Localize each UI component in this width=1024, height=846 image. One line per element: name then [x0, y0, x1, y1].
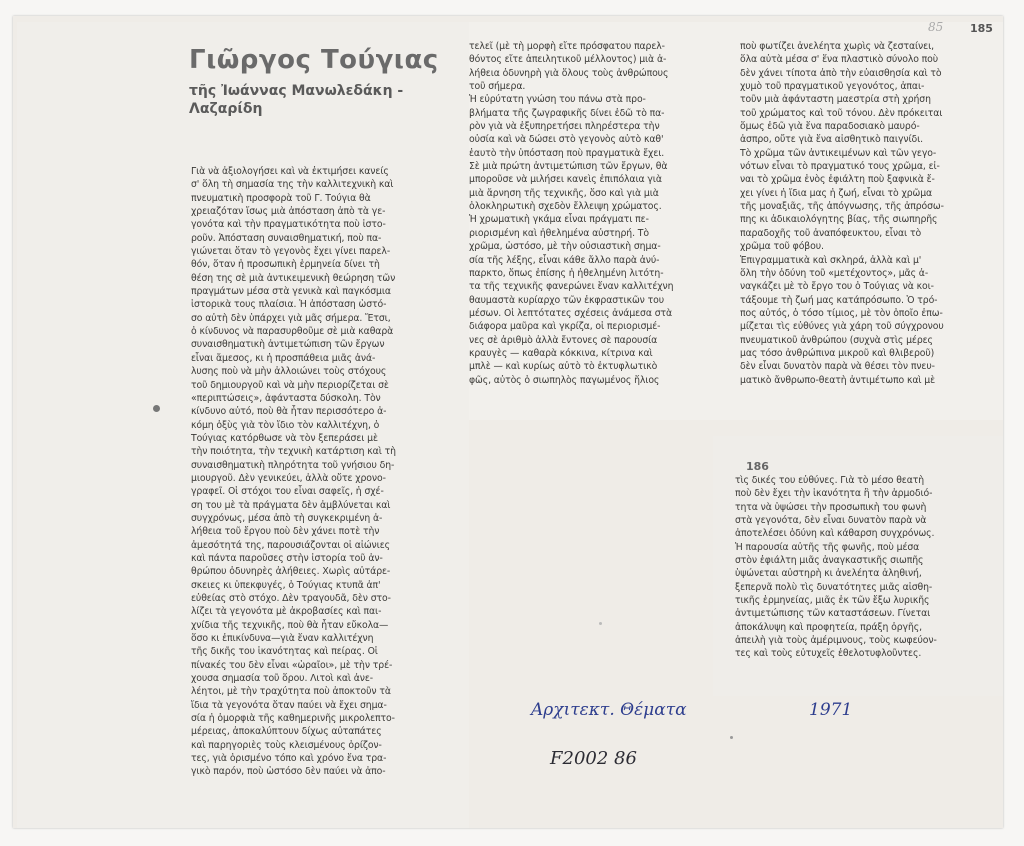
text-line: χρῶμα, ὡστόσο, μὲ τὴν οὐσιαστικὴ σημα-: [469, 241, 661, 253]
text-line: μιουργοῦ. Δὲν γενικεύει, ἀλλὰ οὔτε χρονο-: [191, 472, 386, 484]
text-line: μιὰ ἄρνηση τῆς τεχνικῆς, ὅσο καὶ γιὰ μιὰ: [469, 187, 659, 199]
text-line: χυμὸ τοῦ πραγματικοῦ γεγονότος, ἀπαι-: [740, 81, 925, 93]
text-line: ἑαυτὸ τὴν ὑπόσταση ποὺ πραγματικὰ ἔχει.: [469, 147, 665, 159]
text-line: κραυγὲς — καθαρὰ κόκκινα, κίτρινα καὶ: [469, 347, 653, 359]
text-line: βλήματα τῆς ζωγραφικῆς δίνει ἐδῶ τὸ πα-: [469, 107, 665, 119]
text-line: Ἡ παρουσία αὐτῆς τῆς φωνῆς, ποὺ μέσα: [735, 541, 920, 553]
text-line: μέσων. Οἱ λεπτότατες σχέσεις ἀνάμεσα στὰ: [469, 307, 673, 319]
text-line: γονότα καὶ τὴν πραγματικότητα ποὺ ἱστο-: [191, 219, 386, 231]
text-line: ἱστορικὰ τους πλαίσια. Ἡ ἀπόσταση ὡστό-: [191, 299, 387, 311]
text-line: τοῦ χρώματος καὶ τοῦ τόνου. Δὲν πρόκειται: [740, 107, 943, 119]
text-line: Σὲ μιὰ πρώτη ἀντιμετώπιση τῶν ἔργων, θὰ: [469, 161, 668, 173]
handwritten-reference: F2002 86: [550, 748, 637, 769]
text-line: ὁ κίνδυνος νὰ παρασυρθοῦμε σὲ μιὰ καθαρὰ: [191, 326, 394, 338]
text-line: πος αὐτός, ὁ τόσο τίμιος, μὲ τὸν ὁποῖο ἐπω-: [740, 307, 943, 319]
text-line: πνευματικὴ προσφορὰ τοῦ Γ. Τούγια θὰ: [191, 192, 371, 204]
text-line: ροῦν. Ἀπόσταση συναισθηματική, ποὺ πα-: [191, 232, 382, 244]
text-line: μπλὲ — καὶ κυρίως αὐτὸ τὸ ἐκτυφλωτικὸ: [469, 361, 658, 373]
text-line: ποὺ δὲν ἔχει τὴν ἱκανότητα ἢ τὴν ἁρμοδιό-: [735, 488, 933, 500]
text-line: ἀντιμετώπισης τῶν καταστάσεων. Γίνεται: [735, 608, 931, 620]
text-line: ὅμως ἐδῶ γιὰ ἕνα παραδοσιακὸ μαυρό-: [740, 121, 920, 133]
text-line: Τούγιας κατόρθωσε νὰ τὸν ξεπεράσει μὲ: [191, 432, 378, 444]
text-line: τῆς μοναξιᾶς, τῆς ἀπόγνωσης, τῆς ἀπρόσω-: [740, 201, 944, 213]
text-line: ἀποτελέσει ὀδύνη καὶ κάθαρση συγχρόνως.: [735, 528, 935, 540]
text-line: λέητοι, μὲ τὴν τραχύτητα ποὺ ἀποκτοῦν τὰ: [191, 686, 391, 698]
text-line: ματικὸ ἄνθρωπο-θεατὴ ἀντιμέτωπο καὶ μὲ: [740, 374, 936, 386]
page-number-top: 185: [970, 22, 993, 35]
text-line: τα τῆς τεχνικῆς φανερώνει ἕναν καλλιτέχνη: [469, 281, 674, 293]
text-line: τάξουμε τὴ ζωή μας κατάπρόσωπο. Ὁ τρό-: [740, 294, 938, 306]
text-line: θέση της σὲ μιὰ ἀντικειμενικὴ θεώρηση τῶν: [191, 272, 396, 284]
text-line: ποὺ φωτίζει ἀνελέητα χωρὶς νὰ ζεσταίνει,: [740, 41, 934, 52]
text-line: οὐσία καὶ νὰ δώσει στὸ γεγονὸς αὐτὸ καθ': [469, 134, 664, 146]
text-line: μποροῦσε νὰ μιλήσει κανεὶς ἐπιπόλαια γιὰ: [469, 174, 662, 186]
text-line: λήθεια τοῦ ἔργου ποὺ δὲν χάνει ποτὲ τὴν: [191, 526, 380, 538]
text-line: μίζεται τὶς εὐθύνες γιὰ χάρη τοῦ σύγχρονου: [740, 321, 944, 333]
text-line: καὶ πάντα παροῦσες στὴν ἱστορία τοῦ ἀν-: [191, 552, 383, 564]
author-line-2: Λαζαρίδη: [189, 101, 263, 117]
column-lower-text: [735, 474, 937, 661]
text-line: κόμη ὀξὺς γιὰ τὸν ἴδιο τὸν καλλιτέχνη, ὁ: [191, 419, 380, 431]
page-number-lower: 186: [746, 460, 769, 473]
text-line: συγχρόνως, μέσα ἀπὸ τὴ συγκεκριμένη ἀ-: [191, 512, 383, 524]
text-line: τοῦ δημιουργοῦ καὶ νὰ μὴν περιορίζεται σὲ: [191, 379, 389, 391]
text-line: «περιπτώσεις», ἀφάνταστα δύσκολη. Τὸν: [191, 392, 381, 404]
text-line: ὑψώνεται αὐστηρὴ κι ἀνελέητα ἀληθινή,: [735, 568, 922, 580]
text-line: ριορισμένη καὶ ἠθελημένα αὐστηρή. Τὸ: [469, 227, 649, 239]
text-line: διάφορα μαῦρα καὶ γκρίζα, οἱ περιορισμέ-: [469, 321, 661, 333]
pencil-mark: 85: [928, 20, 944, 34]
text-line: τὴν ποιότητα, τὴν τεχνικὴ κατάρτιση καὶ τὴ: [191, 446, 396, 458]
article-author: [189, 82, 459, 118]
text-line: μέρειας, ἀποκαλύπτουν δίχως αὐταπάτες: [191, 726, 382, 738]
paper-speck: [599, 622, 602, 625]
text-line: ναι τὸ χρῶμα ἑνὸς ἐφιάλτη ποὺ ξαφνικὰ ἔ-: [740, 174, 935, 186]
text-line: παρκτο, ὅπως ἐπίσης ἡ ἠθελημένη λιτότη-: [469, 267, 664, 279]
text-line: Γιὰ νὰ ἀξιολογήσει καὶ νὰ ἐκτιμήσει κανείς: [191, 166, 389, 177]
text-line: γικὸ παρόν, ποὺ ὡστόσο δὲν παύει νὰ ἀπο-: [191, 766, 386, 778]
text-line: Ἐπιγραμματικὰ καὶ σκληρά, ἀλλὰ καὶ μ': [740, 254, 922, 266]
text-line: σ' ὅλη τὴ σημασία της τὴν καλλιτεχνικὴ καὶ: [191, 179, 394, 191]
text-line: τες καὶ τοὺς εὐτυχεῖς ἐθελοτυφλοῦντες.: [735, 648, 922, 660]
text-line: τὶς δικές του εὐθύνες. Γιὰ τὸ μέσο θεατὴ: [735, 475, 925, 486]
text-line: ρὸν γιὰ νὰ ἐξυπηρετήσει πληρέστερα τὴν: [469, 121, 660, 133]
text-line: λίζει τὰ γεγονότα μὲ ἀκροβασίες καὶ παι-: [191, 606, 382, 618]
author-line-1: τῆς Ἰωάννας Μανωλεδάκη -: [189, 83, 404, 99]
text-line: ἀμεσότητά της, παρουσιάζονται οἱ αἰώνιες: [191, 539, 390, 551]
text-line: χρῶμα τοῦ φόβου.: [740, 241, 824, 253]
text-line: νες σὲ ἀριθμὸ ἀλλὰ ἔντονες σὲ παρουσία: [469, 334, 658, 346]
text-line: Ἡ χρωματικὴ γκάμα εἶναι πράγματι πε-: [469, 214, 649, 226]
text-line: τελεῖ (μὲ τὴ μορφὴ εἴτε πρόσφατου παρελ-: [469, 41, 665, 52]
text-line: καὶ παρηγοριὲς τοὺς κλεισμένους ὁρίζον-: [191, 739, 382, 751]
text-line: πραγμάτων μέσα στὰ γενικὰ καὶ παγκόσμια: [191, 286, 391, 298]
text-line: πνευματικοῦ ἀνθρώπου (συχνὰ στὶς μέρες: [740, 334, 933, 346]
column-middle-text: [469, 40, 673, 387]
text-line: τῆς δικῆς του ἱκανότητας καὶ πείρας. Οἱ: [191, 646, 378, 658]
text-line: ὅλα αὐτὰ μέσα σ' ἕνα πλαστικὸ σύνολο ποὺ: [740, 54, 939, 66]
handwritten-source: Αρχιτεκτ. Θέματα: [531, 700, 687, 720]
text-line: ναγκάζει μὲ τὸ ἔργο του ὁ Τούγιας νὰ κοι-: [740, 281, 934, 293]
text-line: ξεπερνᾶ πολὺ τὶς δυνατότητες μιᾶς αἰσθη-: [735, 581, 933, 593]
text-line: ὅλη τὴν ὀδύνη τοῦ «μετέχοντος», μᾶς ἀ-: [740, 267, 929, 279]
text-line: εὐθείας στὸ στόχο. Δὲν τραγουδᾶ, δὲν στο-: [191, 593, 391, 604]
text-line: δὲν χάνει τίποτα ἀπὸ τὴν εὐαισθησία καὶ τὸ: [740, 67, 942, 79]
text-line: θόντος εἴτε ἀπειλητικοῦ μέλλοντος) μιὰ ἀ-: [469, 54, 667, 66]
text-line: συναισθηματικὴ ἀντιμετώπιση τῶν ἔργων: [191, 339, 385, 351]
text-line: ἴδια τὰ γεγονότα ὅταν παύει νὰ ἔχει σημα-: [191, 699, 387, 711]
text-line: πίνακές του δὲν εἶναι «ὡραῖοι», μὲ τὴν τρέ-: [191, 659, 393, 671]
text-line: φῶς, αὐτὸς ὁ σιωπηλὸς παγωμένος ἥλιος: [469, 374, 660, 386]
ink-spot: [153, 405, 160, 412]
text-line: Τὸ χρῶμα τῶν ἀντικειμένων καὶ τῶν γεγο-: [740, 147, 937, 159]
text-line: ὅσο κι ἐπικίνδυνα—γιὰ ἕναν καλλιτέχνη: [191, 633, 374, 645]
text-line: ση του μὲ τὰ πράγματα δὲν ἀμβλύνεται καὶ: [191, 499, 391, 511]
text-line: τητα νὰ ὑψώσει τὴν προσωπικὴ του φωνὴ: [735, 501, 927, 513]
text-line: τοῦν μιὰ ἀφάνταστη μαεστρία στὴ χρήση: [740, 94, 931, 106]
text-line: θαυμαστὰ κυρίαρχο τῶν ἐκφραστικῶν του: [469, 294, 664, 306]
text-line: σκειες κι ὑπεκφυγές, ὁ Τούγιας κτυπᾶ ἀπ': [191, 579, 381, 591]
text-line: λήθεια ὀδυνηρὴ γιὰ ὅλους τοὺς ἀνθρώπους: [469, 67, 669, 79]
text-line: σία ἡ ὀμορφιὰ τῆς καθημερινῆς μικρολεπτο-: [191, 713, 395, 725]
text-line: ἀπειλὴ γιὰ τοὺς ἀμέριμνους, τοὺς κωφεύον-: [735, 635, 937, 647]
text-line: ὁλοκληρωτικὴ σχεδὸν ἔλλειψη χρώματος.: [469, 201, 662, 213]
text-line: ἀποκάλυψη καὶ προφητεία, πράξη ὀργῆς,: [735, 621, 922, 633]
article-title: Γιῶργος Τούγιας: [189, 45, 439, 75]
text-line: εἶναι ἄμεσος, κι ἡ προσπάθεια μιᾶς ἀνά-: [191, 352, 376, 364]
text-line: χουσα σημασία τοῦ ὅρου. Λιτοὶ καὶ ἀνε-: [191, 673, 374, 685]
text-line: τες, γιὰ ὁρισμένο τόπο καὶ χρόνο ἕνα τρα-: [191, 753, 387, 765]
text-line: μας τόσο ἀνθρώπινα μικροῦ καὶ θλιβεροῦ): [740, 347, 935, 359]
text-line: χει γίνει ἡ ἴδια μας ἡ ζωή, εἶναι τὸ χρῶμα: [740, 187, 933, 199]
column-left-text: [191, 165, 396, 779]
text-line: κίνδυνο αὐτό, ποὺ θὰ ἦταν περισσότερο ἀ-: [191, 406, 387, 418]
text-line: γραφεῖ. Οἱ στόχοι του εἶναι σαφεῖς, ἡ σχέ-: [191, 486, 384, 498]
handwritten-year: 1971: [809, 700, 853, 720]
text-line: τικῆς ἑρμηνείας, μιᾶς ἐκ τῶν ἔξω λυρικῆς: [735, 595, 930, 607]
text-line: συναισθηματικὴ πληρότητα τοῦ γνήσιου δη-: [191, 459, 395, 471]
clipping-sheet: [13, 16, 1003, 828]
text-line: πης κι ἀδικαιολόγητης βίας, τῆς σιωπηρῆς: [740, 214, 938, 226]
text-line: χρειαζόταν ἴσως μιὰ ἀπόσταση ἀπὸ τὰ γε-: [191, 206, 386, 218]
column-right-text: [740, 40, 944, 387]
text-line: στὰ γεγονότα, δὲν εἶναι δυνατὸν παρὰ νὰ: [735, 515, 927, 527]
text-line: θόν, ὅταν ἡ προσωπικὴ ἑρμηνεία δίνει τὴ: [191, 259, 380, 271]
text-line: γιώνεται ὅταν τὸ γεγονὸς ἔχει γίνει παρελ-: [191, 246, 391, 258]
text-line: τοῦ σήμερα.: [469, 81, 526, 93]
text-line: θρώπου ὀδυνηρὲς ἀλήθειες. Χωρὶς αὐτάρε-: [191, 566, 391, 578]
text-line: νότων εἶναι τὸ πραγματικό τους χρῶμα, εἰ-: [740, 161, 940, 173]
paper-speck: [730, 736, 733, 739]
text-line: Ἡ εὐρύτατη γνώση του πάνω στὰ προ-: [469, 94, 646, 106]
text-line: στὸν ἐφιάλτη μιᾶς ἀναγκαστικῆς σιωπῆς: [735, 555, 924, 567]
text-line: λυσης ποὺ νὰ μὴν ἀλλοιώνει τοὺς στόχους: [191, 366, 387, 378]
text-line: σο αὐτὴ δὲν ὑπάρχει γιὰ μᾶς σήμερα. Ἔτσι,: [191, 312, 391, 324]
text-line: σία τῆς λέξης, εἶναι κάθε ἄλλο παρὰ ἀνύ-: [469, 254, 660, 266]
text-line: χνίδια τῆς τεχνικῆς, ποὺ θὰ ἦταν εὔκολα—: [191, 619, 389, 631]
text-line: δὲν εἶναι δυνατὸν παρὰ νὰ θέσει τὸν πνευ-: [740, 361, 935, 373]
text-line: παραδοχῆς τοῦ ἀναπόφευκτου, εἶναι τὸ: [740, 227, 922, 239]
text-line: ἀσπρο, οὔτε γιὰ ἕνα αἰσθητικὸ παιγνίδι.: [740, 134, 924, 146]
